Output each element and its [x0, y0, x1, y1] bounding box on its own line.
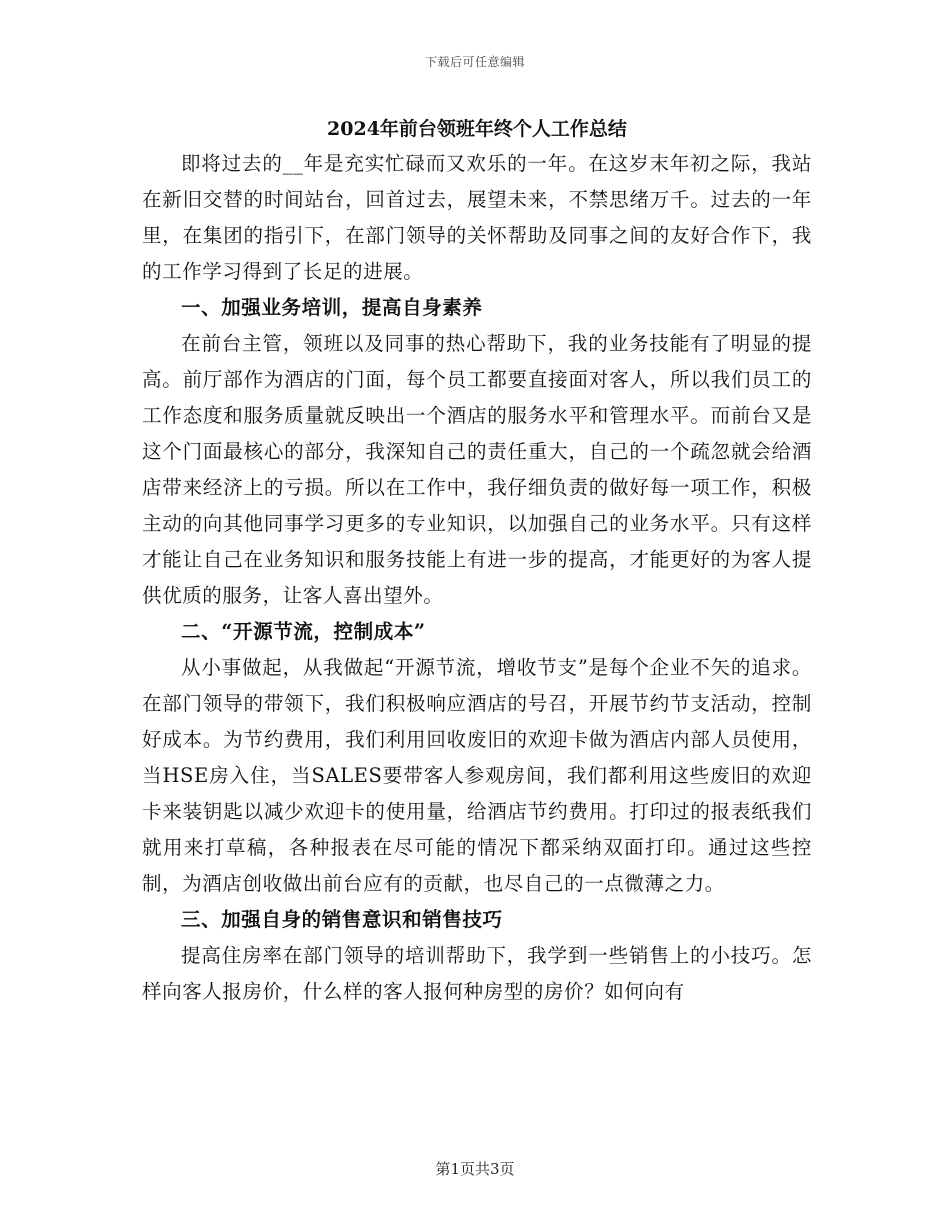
- document-title: 2024年前台领班年终个人工作总结: [327, 118, 627, 140]
- section-3-body: 提高住房率在部门领导的培训帮助下，我学到一些销售上的小技巧。怎样向客人报房价，什么样的客人报何种房型的房价？如何向有: [142, 944, 812, 1003]
- section-1-heading: 一、加强业务培训，提高自身素养: [181, 296, 483, 319]
- section-1-body: 在前台主管，领班以及同事的热心帮助下，我的业务技能有了明显的提高。前厅部作为酒店的门面，每个员工都要直接面对客人，所以我们员工的工作态度和服务质量就反映出一个酒店的服务水平和管理水平。而前台又是这个门面最核心的部分，我深知自己的责任重大，自己的一个疏忽就会给酒店带来经济上的亏损。所以在工作中，我仔细负责的做好每一项工作，积极主动的向其他同事学习更多的专业知识，以加强自己的业务水平。只有这样才能让自己在业务知识和服务技能上有进一步的提高，才能更好的为客人提供优质的服务，让客人喜出望外。: [142, 332, 812, 607]
- page-number: 第1页共3页: [435, 1160, 515, 1178]
- document-content: [142, 112, 812, 1010]
- section-2-body: 从小事做起，从我做起“开源节流，增收节支”是每个企业不矢的追求。在部门领导的带领下，我们积极响应酒店的号召，开展节约节支活动，控制好成本。为节约费用，我们利用回收废旧的欢迎卡做为酒店内部人员使用，当HSE房入住，当SALES要带客人参观房间，我们都利用这些废旧的欢迎卡来装钥匙以减少欢迎卡的使用量，给酒店节约费用。打印过的报表纸我们就用来打草稿，各种报表在尽可能的情况下都采纳双面打印。通过这些控制，为酒店创收做出前台应有的贡献，也尽自己的一点微薄之力。: [142, 656, 812, 895]
- header-note: 下载后可任意编辑: [424, 55, 525, 69]
- section-2-heading: 二、“开源节流，控制成本”: [181, 620, 426, 643]
- section-3-heading: 三、加强自身的销售意识和销售技巧: [181, 908, 503, 931]
- intro-paragraph: 即将过去的__年是充实忙碌而又欢乐的一年。在这岁末年初之际，我站在新旧交替的时间站台，回首过去，展望未来，不禁思绪万千。过去的一年里，在集团的指引下，在部门领导的关怀帮助及同事之间的友好合作下，我的工作学习得到了长足的进展。: [142, 152, 812, 283]
